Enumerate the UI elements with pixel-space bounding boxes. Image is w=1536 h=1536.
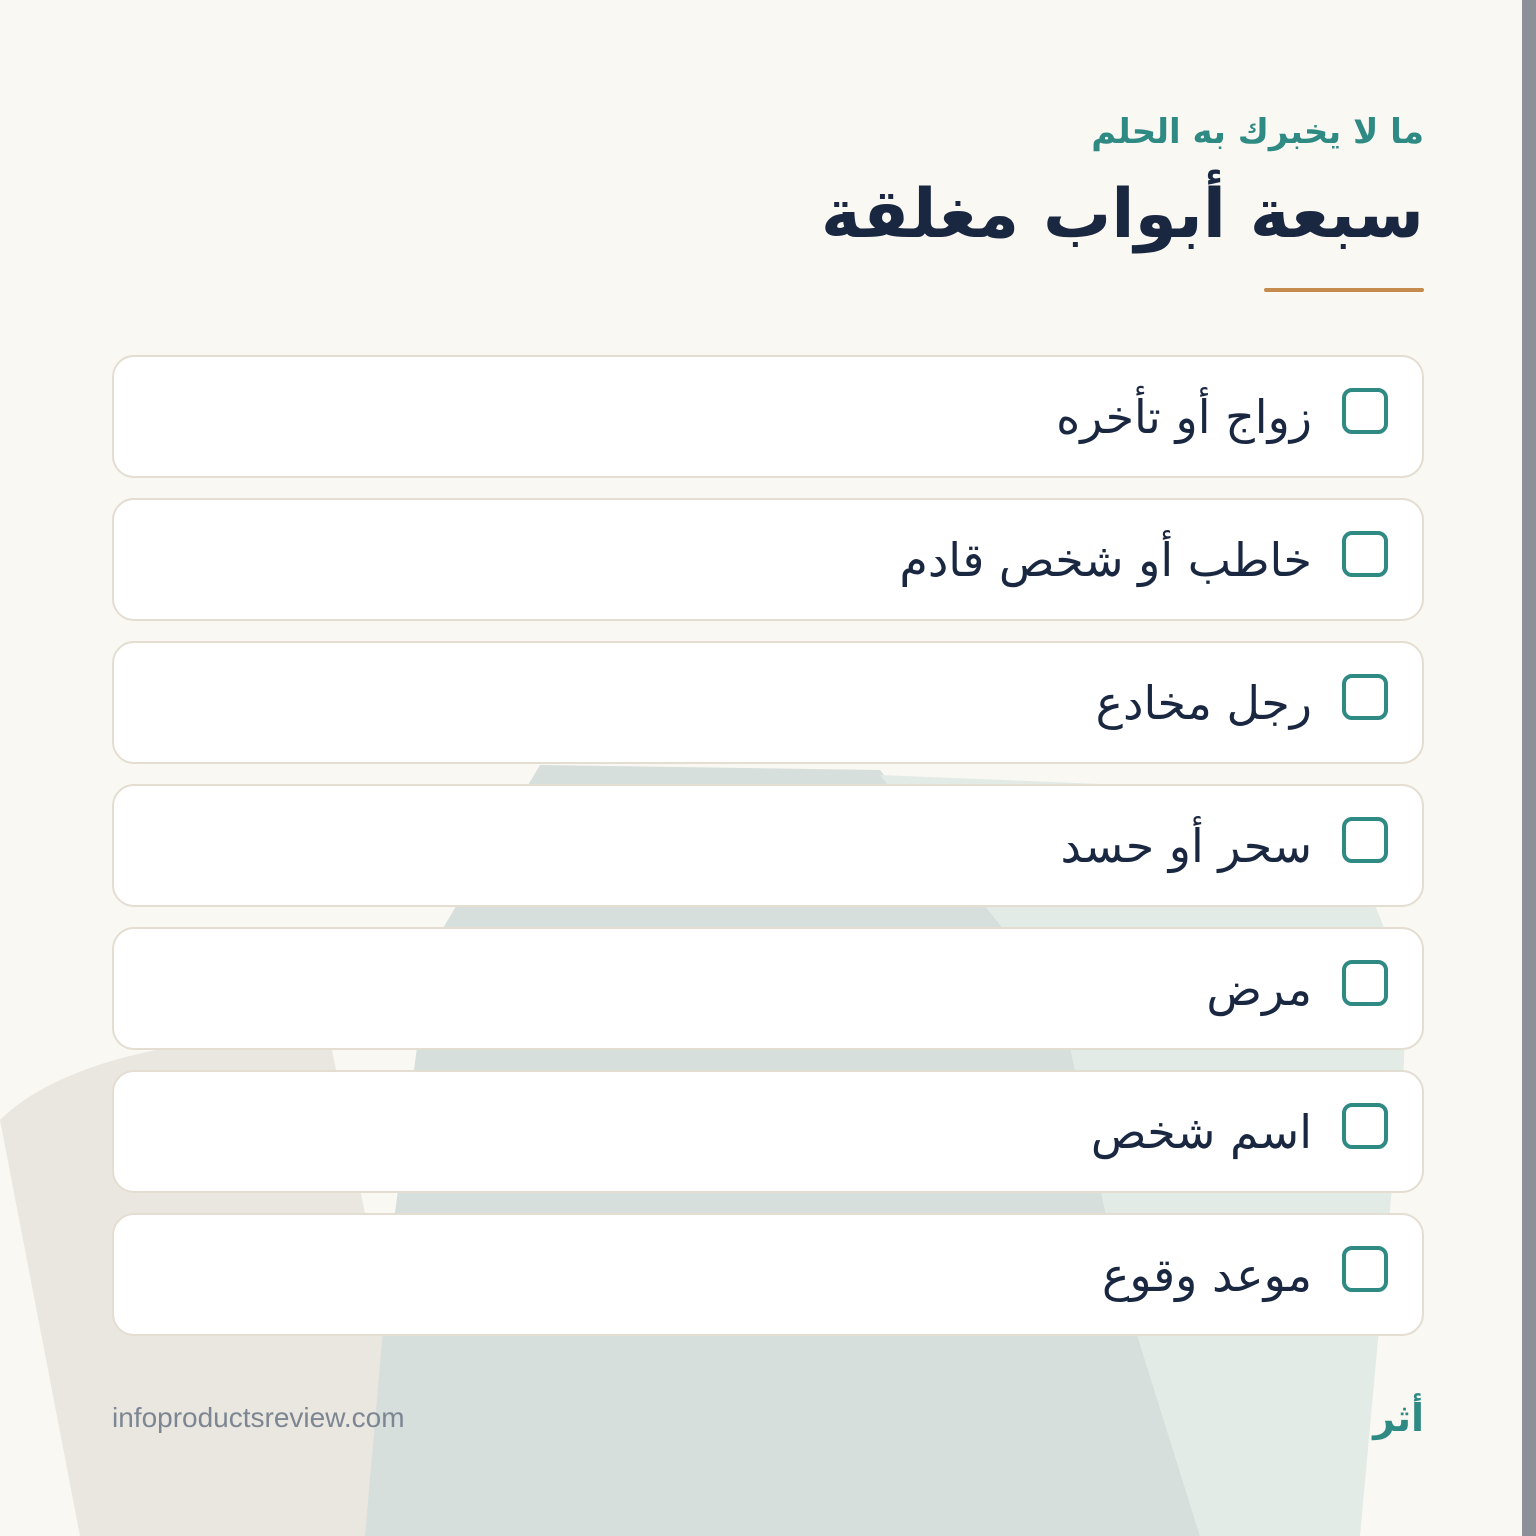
page-title: سبعة أبواب مغلقة (820, 175, 1424, 254)
kicker-text: ما لا يخبرك به الحلم (1091, 112, 1424, 152)
checklist-item-label: موعد وقوع (1101, 1247, 1312, 1302)
checklist-item[interactable] (112, 784, 1424, 907)
checklist (112, 355, 1424, 1356)
checkbox[interactable] (1342, 817, 1388, 863)
checklist-item[interactable] (112, 498, 1424, 621)
checkbox[interactable] (1342, 1103, 1388, 1149)
checklist-item-label: مرض (1206, 961, 1312, 1016)
checklist-item[interactable] (112, 355, 1424, 478)
right-edge-bar (1522, 0, 1536, 1536)
checklist-item[interactable] (112, 641, 1424, 764)
checklist-item-label: رجل مخادع (1095, 675, 1312, 730)
checklist-item[interactable] (112, 1213, 1424, 1336)
checklist-item-label: سحر أو حسد (1060, 818, 1312, 873)
checkbox[interactable] (1342, 674, 1388, 720)
checklist-item[interactable] (112, 1070, 1424, 1193)
checkbox[interactable] (1342, 531, 1388, 577)
checkbox[interactable] (1342, 1246, 1388, 1292)
footer-website: infoproductsreview.com (112, 1402, 405, 1433)
checklist-item-label: زواج أو تأخره (1056, 389, 1312, 444)
checklist-item-label: اسم شخص (1090, 1104, 1312, 1159)
title-underline (1264, 288, 1424, 292)
checkbox[interactable] (1342, 388, 1388, 434)
brand-logo: أثر (1373, 1396, 1424, 1440)
checkbox[interactable] (1342, 960, 1388, 1006)
header (524, 112, 1424, 260)
checklist-item[interactable] (112, 927, 1424, 1050)
checklist-item-label: خاطب أو شخص قادم (899, 532, 1312, 587)
